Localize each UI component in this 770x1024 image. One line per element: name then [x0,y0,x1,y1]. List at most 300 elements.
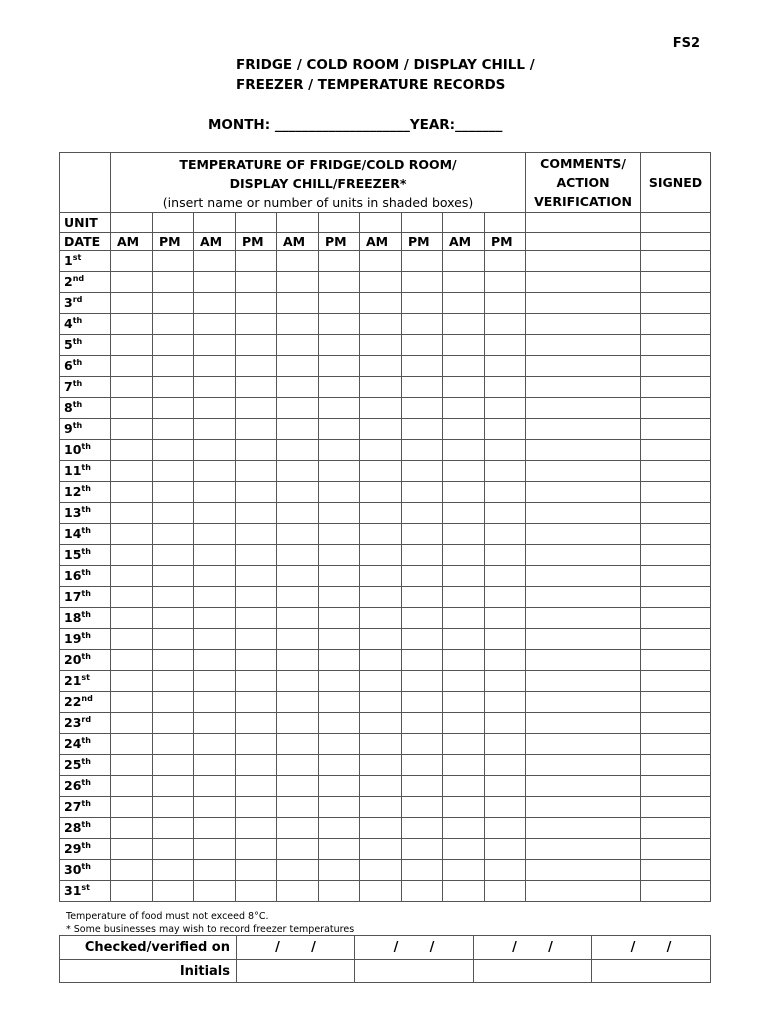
am-temperature-cell[interactable] [277,713,319,734]
pm-temperature-cell[interactable] [402,566,443,587]
signed-cell[interactable] [641,272,711,293]
am-temperature-cell[interactable] [111,398,153,419]
am-temperature-cell[interactable] [194,440,236,461]
am-temperature-cell[interactable] [443,293,485,314]
am-temperature-cell[interactable] [443,524,485,545]
am-temperature-cell[interactable] [194,671,236,692]
pm-temperature-cell[interactable] [402,440,443,461]
signed-cell[interactable] [641,692,711,713]
pm-temperature-cell[interactable] [153,419,194,440]
am-temperature-cell[interactable] [360,818,402,839]
pm-temperature-cell[interactable] [485,293,526,314]
signed-cell[interactable] [641,734,711,755]
pm-temperature-cell[interactable] [402,314,443,335]
am-temperature-cell[interactable] [277,881,319,902]
pm-temperature-cell[interactable] [402,503,443,524]
pm-temperature-cell[interactable] [319,566,360,587]
comments-cell[interactable] [526,608,641,629]
pm-temperature-cell[interactable] [319,692,360,713]
pm-temperature-cell[interactable] [153,587,194,608]
am-temperature-cell[interactable] [194,734,236,755]
am-temperature-cell[interactable] [111,881,153,902]
pm-temperature-cell[interactable] [485,587,526,608]
signed-cell[interactable] [641,398,711,419]
am-temperature-cell[interactable] [360,356,402,377]
pm-temperature-cell[interactable] [485,881,526,902]
am-temperature-cell[interactable] [443,671,485,692]
am-temperature-cell[interactable] [111,839,153,860]
pm-temperature-cell[interactable] [153,797,194,818]
pm-temperature-cell[interactable] [319,545,360,566]
pm-temperature-cell[interactable] [153,461,194,482]
am-temperature-cell[interactable] [194,293,236,314]
comments-cell[interactable] [526,335,641,356]
pm-temperature-cell[interactable] [319,461,360,482]
pm-temperature-cell[interactable] [153,356,194,377]
am-temperature-cell[interactable] [194,461,236,482]
initials-cell[interactable] [474,960,592,983]
pm-temperature-cell[interactable] [236,587,277,608]
signed-cell[interactable] [641,671,711,692]
am-temperature-cell[interactable] [194,881,236,902]
am-temperature-cell[interactable] [360,671,402,692]
unit-name-cell[interactable] [277,213,319,233]
am-temperature-cell[interactable] [194,251,236,272]
pm-temperature-cell[interactable] [485,440,526,461]
pm-temperature-cell[interactable] [319,713,360,734]
am-temperature-cell[interactable] [360,398,402,419]
am-temperature-cell[interactable] [194,629,236,650]
pm-temperature-cell[interactable] [319,314,360,335]
pm-temperature-cell[interactable] [153,734,194,755]
am-temperature-cell[interactable] [360,251,402,272]
comments-cell[interactable] [526,755,641,776]
pm-temperature-cell[interactable] [485,419,526,440]
am-temperature-cell[interactable] [277,734,319,755]
am-temperature-cell[interactable] [111,545,153,566]
comments-cell[interactable] [526,314,641,335]
signed-cell[interactable] [641,335,711,356]
am-temperature-cell[interactable] [277,482,319,503]
pm-temperature-cell[interactable] [402,776,443,797]
am-temperature-cell[interactable] [360,545,402,566]
am-temperature-cell[interactable] [277,608,319,629]
pm-temperature-cell[interactable] [485,629,526,650]
pm-temperature-cell[interactable] [319,755,360,776]
comments-cell[interactable] [526,734,641,755]
am-temperature-cell[interactable] [194,566,236,587]
pm-temperature-cell[interactable] [153,251,194,272]
pm-temperature-cell[interactable] [153,293,194,314]
am-temperature-cell[interactable] [194,608,236,629]
signed-cell[interactable] [641,650,711,671]
comments-cell[interactable] [526,713,641,734]
pm-temperature-cell[interactable] [153,272,194,293]
pm-temperature-cell[interactable] [319,293,360,314]
pm-temperature-cell[interactable] [402,482,443,503]
pm-temperature-cell[interactable] [485,839,526,860]
am-temperature-cell[interactable] [111,587,153,608]
pm-temperature-cell[interactable] [402,419,443,440]
pm-temperature-cell[interactable] [485,545,526,566]
pm-temperature-cell[interactable] [402,713,443,734]
pm-temperature-cell[interactable] [153,671,194,692]
am-temperature-cell[interactable] [360,776,402,797]
am-temperature-cell[interactable] [443,419,485,440]
pm-temperature-cell[interactable] [153,524,194,545]
am-temperature-cell[interactable] [360,272,402,293]
signed-cell[interactable] [641,419,711,440]
am-temperature-cell[interactable] [277,272,319,293]
am-temperature-cell[interactable] [360,839,402,860]
comments-cell[interactable] [526,860,641,881]
pm-temperature-cell[interactable] [402,335,443,356]
signed-cell[interactable] [641,797,711,818]
unit-name-cell[interactable] [485,213,526,233]
am-temperature-cell[interactable] [194,797,236,818]
pm-temperature-cell[interactable] [319,587,360,608]
am-temperature-cell[interactable] [360,797,402,818]
pm-temperature-cell[interactable] [236,524,277,545]
signed-cell[interactable] [641,356,711,377]
comments-cell[interactable] [526,461,641,482]
am-temperature-cell[interactable] [443,461,485,482]
am-temperature-cell[interactable] [277,797,319,818]
pm-temperature-cell[interactable] [236,608,277,629]
pm-temperature-cell[interactable] [153,776,194,797]
pm-temperature-cell[interactable] [402,839,443,860]
am-temperature-cell[interactable] [443,692,485,713]
pm-temperature-cell[interactable] [402,356,443,377]
pm-temperature-cell[interactable] [236,293,277,314]
am-temperature-cell[interactable] [194,482,236,503]
am-temperature-cell[interactable] [111,419,153,440]
pm-temperature-cell[interactable] [485,503,526,524]
pm-temperature-cell[interactable] [485,776,526,797]
pm-temperature-cell[interactable] [236,860,277,881]
am-temperature-cell[interactable] [443,251,485,272]
pm-temperature-cell[interactable] [153,839,194,860]
pm-temperature-cell[interactable] [485,524,526,545]
am-temperature-cell[interactable] [194,776,236,797]
pm-temperature-cell[interactable] [485,335,526,356]
signed-cell[interactable] [641,776,711,797]
am-temperature-cell[interactable] [111,524,153,545]
pm-temperature-cell[interactable] [319,671,360,692]
comments-cell[interactable] [526,566,641,587]
am-temperature-cell[interactable] [194,503,236,524]
comments-cell[interactable] [526,797,641,818]
pm-temperature-cell[interactable] [236,251,277,272]
pm-temperature-cell[interactable] [402,272,443,293]
am-temperature-cell[interactable] [443,881,485,902]
signed-cell[interactable] [641,545,711,566]
pm-temperature-cell[interactable] [402,377,443,398]
am-temperature-cell[interactable] [277,503,319,524]
pm-temperature-cell[interactable] [319,419,360,440]
comments-cell[interactable] [526,545,641,566]
pm-temperature-cell[interactable] [236,440,277,461]
pm-temperature-cell[interactable] [153,335,194,356]
pm-temperature-cell[interactable] [485,860,526,881]
am-temperature-cell[interactable] [277,650,319,671]
comments-cell[interactable] [526,482,641,503]
pm-temperature-cell[interactable] [153,440,194,461]
signed-cell[interactable] [641,713,711,734]
pm-temperature-cell[interactable] [319,356,360,377]
signed-cell[interactable] [641,233,711,251]
am-temperature-cell[interactable] [443,713,485,734]
pm-temperature-cell[interactable] [485,272,526,293]
pm-temperature-cell[interactable] [402,671,443,692]
am-temperature-cell[interactable] [111,566,153,587]
pm-temperature-cell[interactable] [485,461,526,482]
pm-temperature-cell[interactable] [153,755,194,776]
am-temperature-cell[interactable] [194,839,236,860]
am-temperature-cell[interactable] [443,818,485,839]
pm-temperature-cell[interactable] [153,377,194,398]
signed-cell[interactable] [641,293,711,314]
pm-temperature-cell[interactable] [236,755,277,776]
pm-temperature-cell[interactable] [319,839,360,860]
am-temperature-cell[interactable] [277,398,319,419]
pm-temperature-cell[interactable] [319,503,360,524]
pm-temperature-cell[interactable] [153,650,194,671]
am-temperature-cell[interactable] [360,860,402,881]
pm-temperature-cell[interactable] [236,776,277,797]
pm-temperature-cell[interactable] [153,545,194,566]
am-temperature-cell[interactable] [194,860,236,881]
am-temperature-cell[interactable] [111,692,153,713]
comments-cell[interactable] [526,629,641,650]
am-temperature-cell[interactable] [111,335,153,356]
pm-temperature-cell[interactable] [402,734,443,755]
pm-temperature-cell[interactable] [319,797,360,818]
signed-cell[interactable] [641,461,711,482]
am-temperature-cell[interactable] [360,335,402,356]
am-temperature-cell[interactable] [111,482,153,503]
pm-temperature-cell[interactable] [236,335,277,356]
am-temperature-cell[interactable] [360,503,402,524]
signed-cell[interactable] [641,482,711,503]
pm-temperature-cell[interactable] [319,650,360,671]
am-temperature-cell[interactable] [194,356,236,377]
pm-temperature-cell[interactable] [402,524,443,545]
signed-cell[interactable] [641,251,711,272]
am-temperature-cell[interactable] [194,272,236,293]
unit-name-cell[interactable] [153,213,194,233]
pm-temperature-cell[interactable] [236,314,277,335]
pm-temperature-cell[interactable] [236,713,277,734]
pm-temperature-cell[interactable] [236,650,277,671]
am-temperature-cell[interactable] [194,713,236,734]
pm-temperature-cell[interactable] [153,503,194,524]
am-temperature-cell[interactable] [277,251,319,272]
am-temperature-cell[interactable] [194,419,236,440]
am-temperature-cell[interactable] [111,734,153,755]
pm-temperature-cell[interactable] [485,608,526,629]
comments-cell[interactable] [526,377,641,398]
am-temperature-cell[interactable] [194,545,236,566]
am-temperature-cell[interactable] [111,755,153,776]
am-temperature-cell[interactable] [111,293,153,314]
am-temperature-cell[interactable] [194,818,236,839]
am-temperature-cell[interactable] [277,671,319,692]
pm-temperature-cell[interactable] [402,692,443,713]
pm-temperature-cell[interactable] [485,566,526,587]
am-temperature-cell[interactable] [194,587,236,608]
am-temperature-cell[interactable] [194,335,236,356]
am-temperature-cell[interactable] [277,860,319,881]
am-temperature-cell[interactable] [443,314,485,335]
am-temperature-cell[interactable] [111,797,153,818]
comments-cell[interactable] [526,671,641,692]
pm-temperature-cell[interactable] [236,671,277,692]
am-temperature-cell[interactable] [443,860,485,881]
pm-temperature-cell[interactable] [485,671,526,692]
signed-cell[interactable] [641,755,711,776]
am-temperature-cell[interactable] [443,377,485,398]
am-temperature-cell[interactable] [443,335,485,356]
am-temperature-cell[interactable] [111,272,153,293]
comments-cell[interactable] [526,776,641,797]
pm-temperature-cell[interactable] [402,545,443,566]
am-temperature-cell[interactable] [360,440,402,461]
comments-cell[interactable] [526,293,641,314]
am-temperature-cell[interactable] [360,419,402,440]
signed-cell[interactable] [641,881,711,902]
am-temperature-cell[interactable] [277,293,319,314]
pm-temperature-cell[interactable] [485,650,526,671]
pm-temperature-cell[interactable] [402,650,443,671]
pm-temperature-cell[interactable] [485,818,526,839]
am-temperature-cell[interactable] [360,650,402,671]
pm-temperature-cell[interactable] [319,818,360,839]
comments-cell[interactable] [526,650,641,671]
am-temperature-cell[interactable] [194,398,236,419]
comments-cell[interactable] [526,356,641,377]
am-temperature-cell[interactable] [111,461,153,482]
pm-temperature-cell[interactable] [402,818,443,839]
unit-name-cell[interactable] [443,213,485,233]
am-temperature-cell[interactable] [443,482,485,503]
pm-temperature-cell[interactable] [319,734,360,755]
am-temperature-cell[interactable] [443,797,485,818]
am-temperature-cell[interactable] [111,608,153,629]
pm-temperature-cell[interactable] [236,461,277,482]
comments-cell[interactable] [526,233,641,251]
am-temperature-cell[interactable] [111,377,153,398]
signed-cell[interactable] [641,608,711,629]
pm-temperature-cell[interactable] [236,797,277,818]
pm-temperature-cell[interactable] [236,692,277,713]
pm-temperature-cell[interactable] [153,482,194,503]
am-temperature-cell[interactable] [443,839,485,860]
signed-cell[interactable] [641,377,711,398]
pm-temperature-cell[interactable] [153,860,194,881]
pm-temperature-cell[interactable] [236,503,277,524]
unit-name-cell[interactable] [111,213,153,233]
am-temperature-cell[interactable] [111,650,153,671]
am-temperature-cell[interactable] [277,776,319,797]
pm-temperature-cell[interactable] [402,587,443,608]
pm-temperature-cell[interactable] [319,629,360,650]
am-temperature-cell[interactable] [277,566,319,587]
signed-cell[interactable] [641,566,711,587]
pm-temperature-cell[interactable] [319,482,360,503]
am-temperature-cell[interactable] [443,776,485,797]
am-temperature-cell[interactable] [277,335,319,356]
am-temperature-cell[interactable] [360,314,402,335]
pm-temperature-cell[interactable] [236,356,277,377]
am-temperature-cell[interactable] [111,251,153,272]
pm-temperature-cell[interactable] [485,398,526,419]
am-temperature-cell[interactable] [360,293,402,314]
am-temperature-cell[interactable] [360,524,402,545]
comments-cell[interactable] [526,839,641,860]
checked-date-cell[interactable]: / / [355,936,474,960]
checked-date-cell[interactable]: / / [237,936,355,960]
signed-cell[interactable] [641,503,711,524]
pm-temperature-cell[interactable] [402,860,443,881]
signed-cell[interactable] [641,440,711,461]
am-temperature-cell[interactable] [443,629,485,650]
initials-cell[interactable] [592,960,711,983]
am-temperature-cell[interactable] [360,881,402,902]
signed-cell[interactable] [641,860,711,881]
checked-date-cell[interactable]: / / [474,936,592,960]
pm-temperature-cell[interactable] [236,482,277,503]
am-temperature-cell[interactable] [360,629,402,650]
pm-temperature-cell[interactable] [319,377,360,398]
am-temperature-cell[interactable] [443,503,485,524]
am-temperature-cell[interactable] [360,566,402,587]
pm-temperature-cell[interactable] [319,251,360,272]
am-temperature-cell[interactable] [443,356,485,377]
am-temperature-cell[interactable] [277,461,319,482]
am-temperature-cell[interactable] [360,482,402,503]
pm-temperature-cell[interactable] [402,797,443,818]
am-temperature-cell[interactable] [360,692,402,713]
pm-temperature-cell[interactable] [153,314,194,335]
am-temperature-cell[interactable] [277,587,319,608]
am-temperature-cell[interactable] [277,692,319,713]
signed-cell[interactable] [641,587,711,608]
am-temperature-cell[interactable] [360,713,402,734]
am-temperature-cell[interactable] [277,440,319,461]
checked-date-cell[interactable]: / / [592,936,711,960]
comments-cell[interactable] [526,272,641,293]
am-temperature-cell[interactable] [194,692,236,713]
signed-cell[interactable] [641,524,711,545]
comments-cell[interactable] [526,213,641,233]
am-temperature-cell[interactable] [111,314,153,335]
unit-name-cell[interactable] [360,213,402,233]
pm-temperature-cell[interactable] [319,335,360,356]
am-temperature-cell[interactable] [443,650,485,671]
am-temperature-cell[interactable] [443,545,485,566]
comments-cell[interactable] [526,524,641,545]
comments-cell[interactable] [526,692,641,713]
pm-temperature-cell[interactable] [402,251,443,272]
am-temperature-cell[interactable] [194,377,236,398]
am-temperature-cell[interactable] [277,419,319,440]
pm-temperature-cell[interactable] [485,692,526,713]
am-temperature-cell[interactable] [111,713,153,734]
pm-temperature-cell[interactable] [485,377,526,398]
am-temperature-cell[interactable] [111,356,153,377]
pm-temperature-cell[interactable] [236,629,277,650]
